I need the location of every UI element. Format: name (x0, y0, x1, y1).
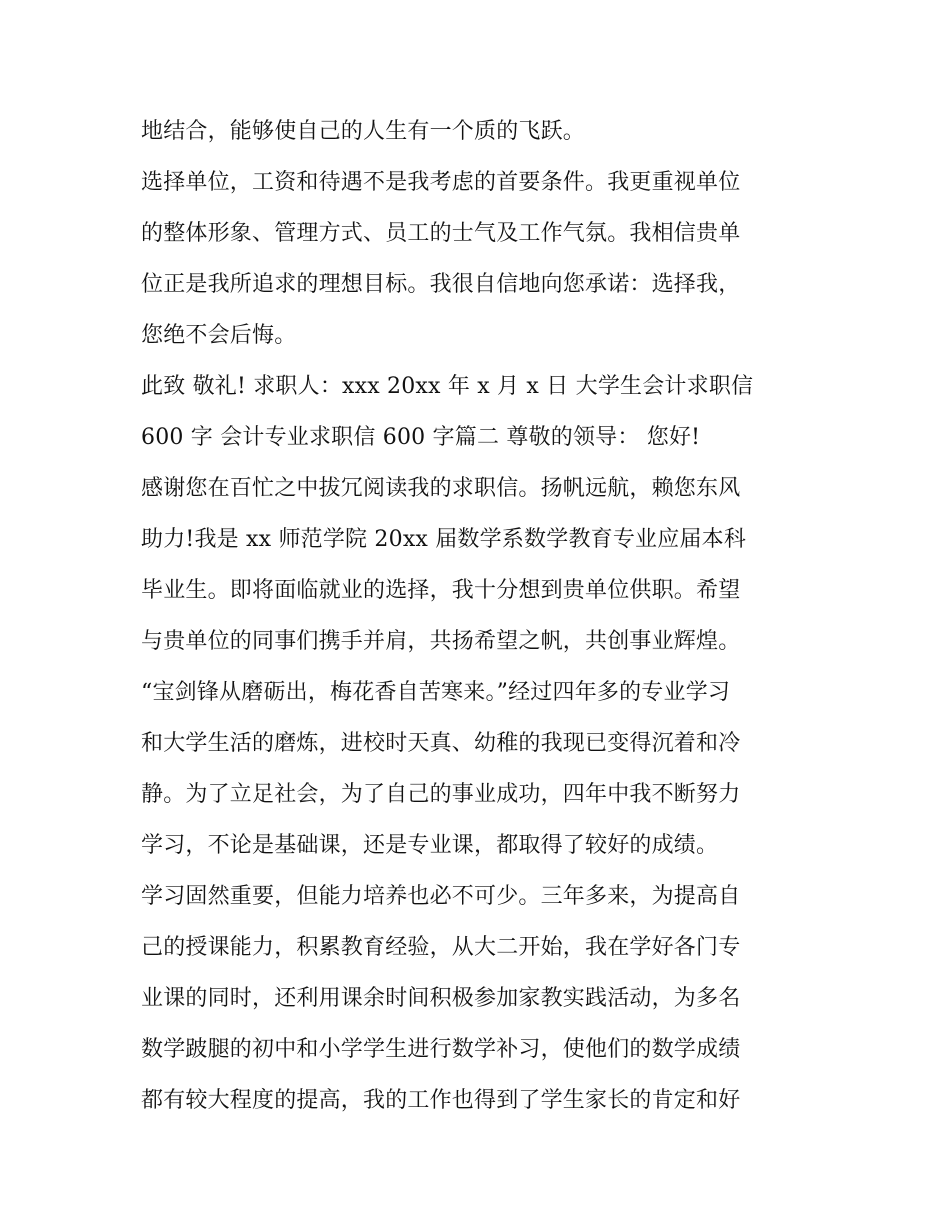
text-line: 都有较大程度的提高，我的工作也得到了学生家长的肯定和好 (141, 1088, 741, 1113)
text-line: 600 字 会计专业求职信 600 字篇二 尊敬的领导： 您好! (141, 425, 701, 450)
text-line: 此致 敬礼! 求职人：xxx 20xx 年 x 月 x 日 大学生会计求职信 (141, 374, 754, 399)
text-line: 助力!我是 xx 师范学院 20xx 届数学系数学教育专业应届本科 (141, 527, 747, 552)
text-line: 业课的同时，还利用课余时间积极参加家教实践活动，为多名 (141, 986, 741, 1011)
letter-body (141, 106, 831, 1126)
text-line: 数学跛腿的初中和小学学生进行数学补习，使他们的数学成绩 (141, 1037, 741, 1062)
text-line: 您绝不会后悔。 (141, 323, 297, 348)
text-line: 的整体形象、管理方式、员工的士气及工作气氛。我相信贵单 (141, 221, 741, 246)
text-line: 静。为了立足社会，为了自己的事业成功，四年中我不断努力 (141, 782, 741, 807)
text-line: 选择单位，工资和待遇不是我考虑的首要条件。我更重视单位 (141, 170, 741, 195)
text-line: 位正是我所追求的理想目标。我很自信地向您承诺：选择我， (141, 272, 741, 297)
text-line: 地结合，能够使自己的人生有一个质的飞跃。 (141, 119, 586, 144)
text-line: “宝剑锋从磨砺出，梅花香自苦寒来。”经过四年多的专业学习 (141, 680, 731, 705)
text-line: 己的授课能力，积累教育经验，从大二开始，我在学好各门专 (141, 935, 741, 960)
text-line: 学习固然重要，但能力培养也必不可少。三年多来，为提高自 (141, 884, 741, 909)
text-line: 感谢您在百忙之中拔冗阅读我的求职信。扬帆远航，赖您东风 (141, 476, 741, 501)
text-line: 学习，不论是基础课，还是专业课，都取得了较好的成绩。 (141, 833, 719, 858)
text-line: 与贵单位的同事们携手并肩，共扬希望之帆，共创事业辉煌。 (141, 629, 741, 654)
text-line: 毕业生。即将面临就业的选择，我十分想到贵单位供职。希望 (141, 578, 741, 603)
text-line: 和大学生活的磨炼，进校时天真、幼稚的我现已变得沉着和冷 (141, 731, 741, 756)
